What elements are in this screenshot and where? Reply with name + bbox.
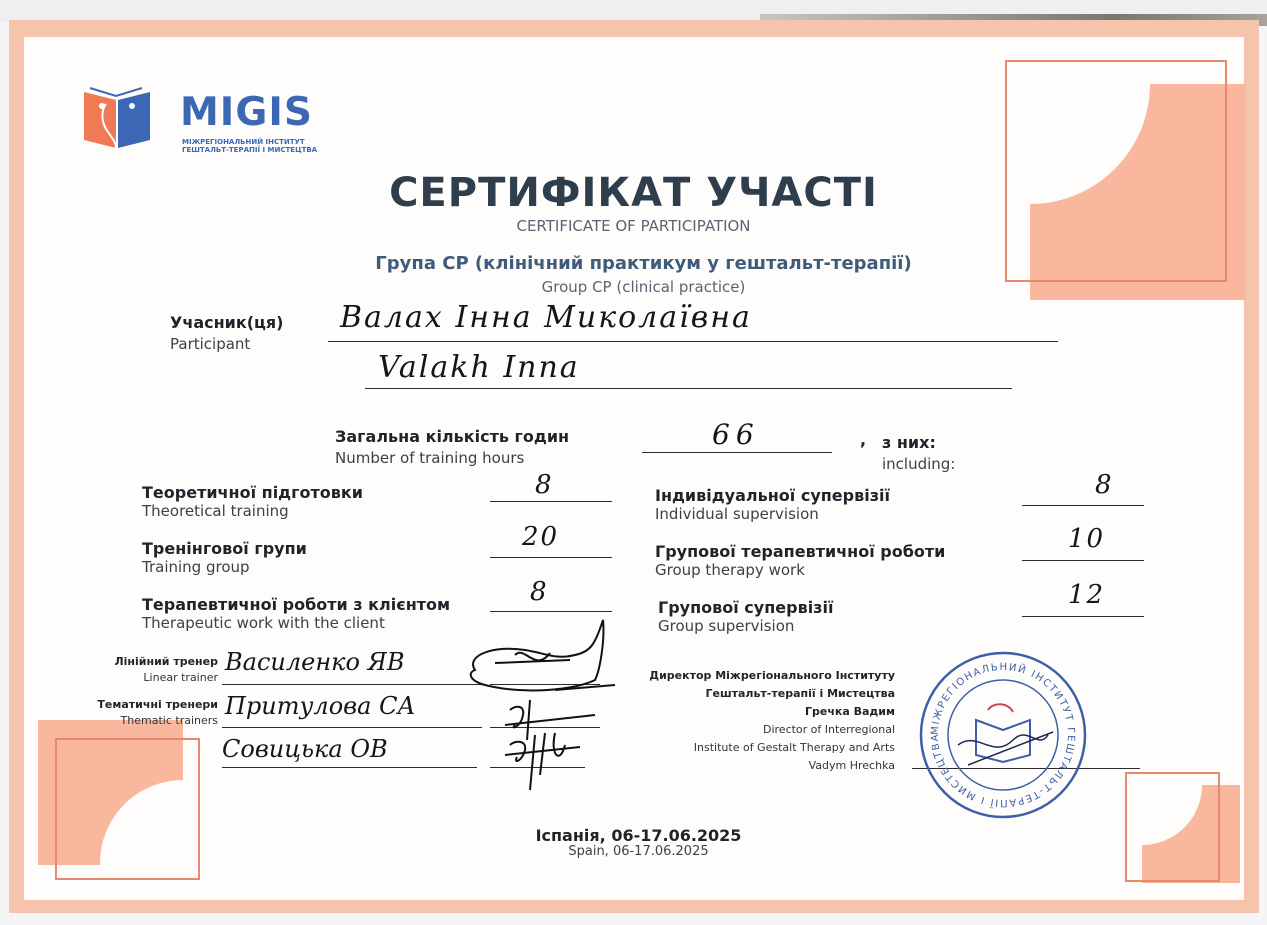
place-date-en: Spain, 06-17.06.2025 <box>568 844 709 859</box>
total-hours-label: Загальна кількість годин <box>335 427 570 446</box>
group-therapy-label: Групової терапевтичної роботи <box>655 542 946 561</box>
training-group-label: Тренінгової групи <box>142 539 307 558</box>
thematic-trainers-label: Тематичні тренери <box>97 698 218 711</box>
thematic-trainer-line-2 <box>222 767 477 768</box>
including-label-en: including: <box>882 455 956 473</box>
individual-supervision-label: Індивідуальної супервізії <box>655 486 890 505</box>
participant-name-ua: Валах Інна Миколаївна <box>340 300 752 335</box>
total-hours-label-en: Number of training hours <box>335 449 525 467</box>
theoretical-label-en: Theoretical training <box>142 502 289 520</box>
director-en-1: Director of Interregional <box>763 723 895 736</box>
individual-supervision-value: 8 <box>1095 470 1112 500</box>
thematic-trainer-name-1: Притулова СА <box>225 692 416 720</box>
client-work-value: 8 <box>530 577 547 607</box>
participant-name-en: Valakh Inna <box>378 350 580 385</box>
institute-seal <box>918 650 1088 820</box>
total-hours-value: 66 <box>712 418 760 451</box>
client-work-line <box>490 611 612 612</box>
director-line-3: Гречка Вадим <box>804 705 895 718</box>
linear-trainer-line <box>222 684 482 685</box>
group-therapy-line <box>1022 560 1144 561</box>
place-date: Іспанія, 06-17.06.2025 <box>535 826 742 845</box>
participant-name-line <box>328 341 1058 342</box>
group-therapy-value: 10 <box>1068 524 1106 554</box>
participant-label-en: Participant <box>170 335 251 353</box>
total-hours-comma: , <box>860 430 867 449</box>
group-therapy-label-en: Group therapy work <box>655 561 805 579</box>
linear-trainer-label: Лінійний тренер <box>114 655 218 668</box>
thematic-trainers-label-en: Thematic trainers <box>120 714 218 727</box>
group-title: Група CP (клінічний практикум у гештальт-терапії) <box>375 253 912 274</box>
group-title-en: Group CP (clinical practice) <box>541 278 746 296</box>
logo-subtitle: МІЖРЕГІОНАЛЬНИЙ ІНСТИТУТ ГЕШТАЛЬТ-ТЕРАПІЇ І МИСТЕЦТВА <box>182 138 318 154</box>
seal-text: МІЖРЕГІОНАЛЬНИЙ ІНСТИТУТ ГЕШТАЛЬТ-ТЕРАПІЇ І МИСТЕЦТВА <box>929 661 1077 809</box>
director-line-1: Директор Міжрегіонального Інституту <box>649 669 895 682</box>
training-group-label-en: Training group <box>142 558 250 576</box>
including-label: з них: <box>882 433 936 452</box>
migis-logo-icon <box>80 84 154 154</box>
director-en-2: Institute of Gestalt Therapy and Arts <box>693 741 895 754</box>
total-hours-line <box>642 452 832 453</box>
logo-wordmark: MIGIS <box>180 90 313 135</box>
group-supervision-value: 12 <box>1068 580 1106 610</box>
thematic-trainer-line-1 <box>222 727 482 728</box>
svg-text:МІЖРЕГІОНАЛЬНИЙ ІНСТИТУТ ГЕШТА <box>930 662 1076 809</box>
linear-trainer-name: Василенко ЯВ <box>225 648 405 676</box>
thematic-trainer-name-2: Совицька ОВ <box>222 735 388 763</box>
participant-label: Учасник(ця) <box>170 313 284 332</box>
theoretical-label: Теоретичної підготовки <box>142 483 363 502</box>
group-supervision-line <box>1022 616 1144 617</box>
director-line-2: Гештальт-терапії і Мистецтва <box>705 687 895 700</box>
participant-name-en-line <box>365 388 1012 389</box>
certificate-title: СЕРТИФІКАТ УЧАСТІ <box>389 170 878 216</box>
training-group-value: 20 <box>522 522 560 552</box>
certificate-title-en: CERTIFICATE OF PARTICIPATION <box>516 217 751 235</box>
theoretical-value: 8 <box>535 470 552 500</box>
client-work-label-en: Therapeutic work with the client <box>142 614 385 632</box>
director-en-3: Vadym Hrechka <box>808 759 895 772</box>
linear-trainer-label-en: Linear trainer <box>143 671 218 684</box>
training-group-line <box>490 557 612 558</box>
individual-supervision-line <box>1022 505 1144 506</box>
group-supervision-label: Групової супервізії <box>658 598 834 617</box>
group-supervision-label-en: Group supervision <box>658 617 795 635</box>
client-work-label: Терапевтичної роботи з клієнтом <box>142 595 451 614</box>
theoretical-line <box>490 501 612 502</box>
individual-supervision-label-en: Individual supervision <box>655 505 819 523</box>
